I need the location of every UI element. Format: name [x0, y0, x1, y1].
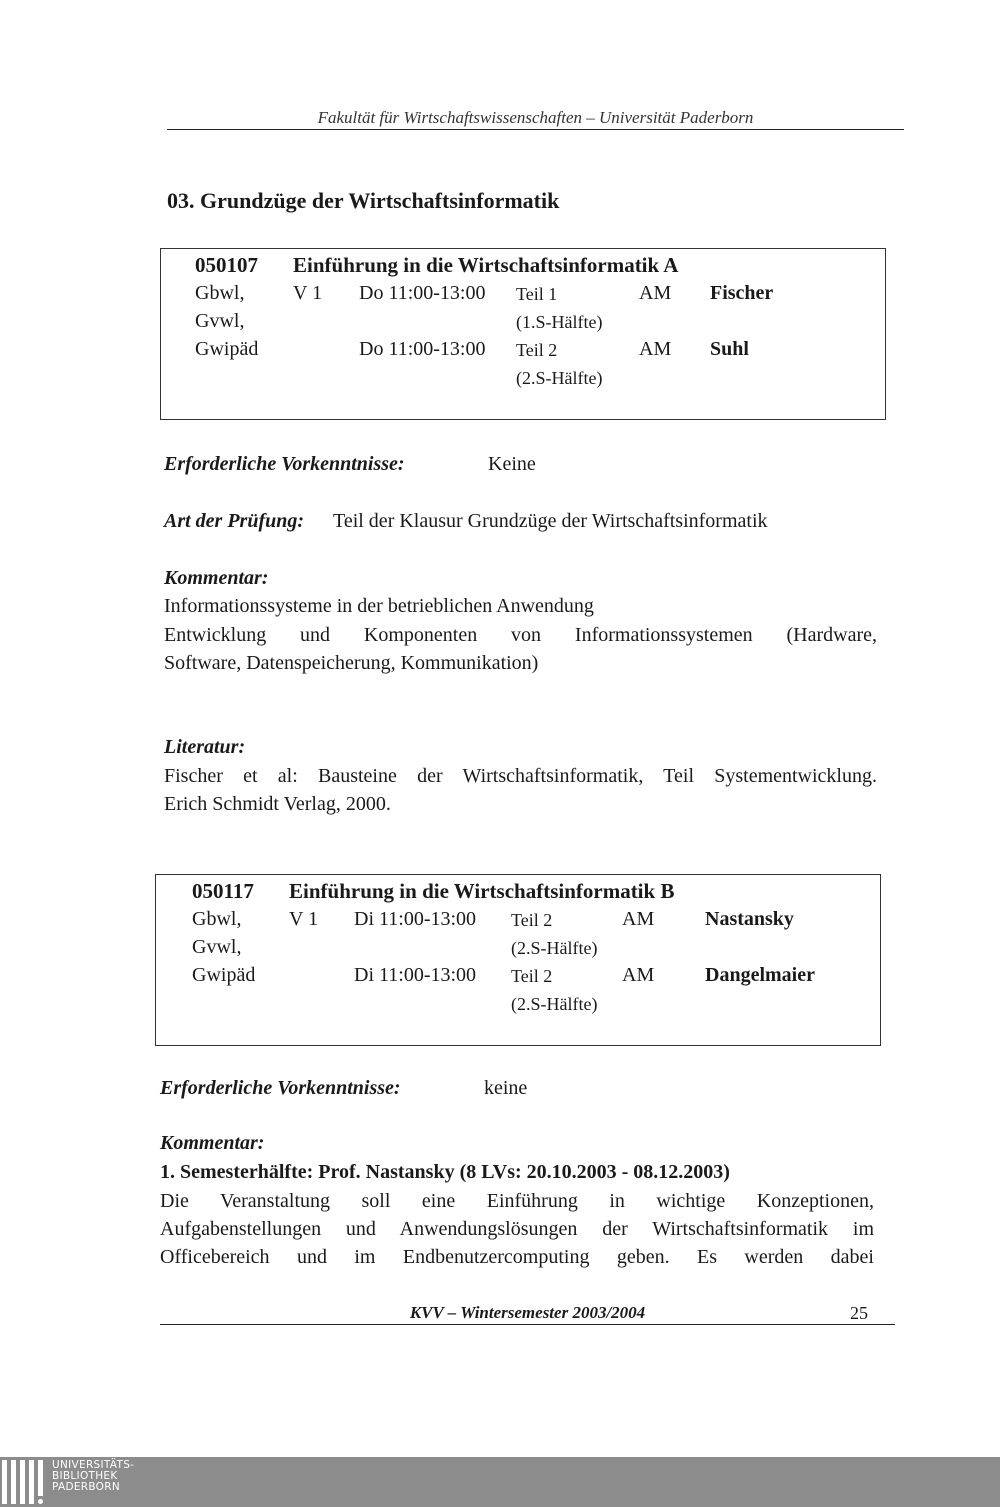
session-half: (2.S-Hälfte) [511, 938, 598, 958]
course-type: V 1 [289, 908, 319, 930]
audience-label: Gbwl, [195, 282, 245, 304]
literature-line: Fischer et al: Bausteine der Wirtschaftsinformatik, Teil Systementwicklung. [164, 765, 877, 787]
library-name-line: BIBLIOTHEK [52, 1470, 118, 1482]
audience-label: Gbwl, [192, 908, 242, 930]
page-number: 25 [850, 1303, 868, 1323]
comment-line: Informationssysteme in der betrieblichen Anwendung [164, 595, 594, 617]
prereq-value: Keine [488, 453, 536, 475]
comment-line: Software, Datenspeicherung, Kommunikation) [164, 652, 539, 674]
session-time: Do 11:00-13:00 [359, 338, 486, 360]
session-time: Di 11:00-13:00 [354, 908, 477, 930]
audience-label: Gvwl, [195, 310, 245, 332]
session-time: Di 11:00-13:00 [354, 964, 477, 986]
session-time: Do 11:00-13:00 [359, 282, 486, 304]
audience-label: Gvwl, [192, 936, 242, 958]
session-room: AM [622, 908, 655, 930]
library-logo-icon [2, 1460, 48, 1504]
exam-label: Art der Prüfung: [164, 510, 305, 532]
header-rule [167, 129, 904, 130]
comment-label: Kommentar: [160, 1132, 265, 1154]
semester-heading: 1. Semesterhälfte: Prof. Nastansky (8 LVs: 20.10.2003 - 08.12.2003) [160, 1161, 730, 1183]
library-bar [0, 1457, 1000, 1507]
prereq-value: keine [484, 1077, 528, 1099]
prereq-label: Erforderliche Vorkenntnisse: [164, 453, 405, 475]
course-type: V 1 [293, 282, 323, 304]
course-number: 050107 [195, 253, 258, 277]
course-title: Einführung in die Wirtschaftsinformatik A [293, 253, 679, 277]
session-lecturer: Nastansky [705, 908, 794, 930]
comment-label: Kommentar: [164, 567, 269, 589]
library-name-line: PADERBORN [52, 1481, 120, 1493]
session-lecturer: Suhl [710, 338, 749, 360]
session-part: Teil 2 [511, 966, 553, 986]
page-footer-title: KVV – Wintersemester 2003/2004 [409, 1303, 646, 1322]
comment-line: Aufgabenstellungen und Anwendungslösungen der Wirtschaftsinformatik im [160, 1218, 874, 1240]
library-name [52, 1460, 134, 1493]
section-title: 03. Grundzüge der Wirtschaftsinformatik [167, 188, 560, 213]
session-lecturer: Fischer [710, 282, 774, 304]
library-name-line: UNIVERSITÄTS- [52, 1459, 135, 1471]
prereq-label: Erforderliche Vorkenntnisse: [160, 1077, 401, 1099]
page-header-title: Fakultät für Wirtschaftswissenschaften – Universität Paderborn [317, 108, 754, 127]
footer-rule [160, 1324, 895, 1325]
session-room: AM [639, 338, 672, 360]
session-part: Teil 2 [516, 340, 558, 360]
audience-label: Gwipäd [192, 964, 256, 986]
comment-line: Officebereich und im Endbenutzercomputing geben. Es werden dabei [160, 1246, 874, 1268]
session-lecturer: Dangelmaier [705, 964, 815, 986]
session-part: Teil 2 [511, 910, 553, 930]
session-room: AM [639, 282, 672, 304]
comment-line: Die Veranstaltung soll eine Einführung in wichtige Konzeptionen, [160, 1190, 874, 1212]
comment-line: Entwicklung und Komponenten von Informationssystemen (Hardware, [164, 624, 877, 646]
session-half: (2.S-Hälfte) [511, 994, 598, 1014]
session-half: (1.S-Hälfte) [516, 312, 603, 332]
literature-label: Literatur: [164, 736, 246, 758]
session-half: (2.S-Hälfte) [516, 368, 603, 388]
session-part: Teil 1 [516, 284, 558, 304]
audience-label: Gwipäd [195, 338, 259, 360]
literature-line: Erich Schmidt Verlag, 2000. [164, 793, 391, 815]
exam-value: Teil der Klausur Grundzüge der Wirtschaftsinformatik [333, 510, 768, 532]
session-room: AM [622, 964, 655, 986]
course-number: 050117 [192, 879, 254, 903]
course-title: Einführung in die Wirtschaftsinformatik B [289, 879, 675, 903]
